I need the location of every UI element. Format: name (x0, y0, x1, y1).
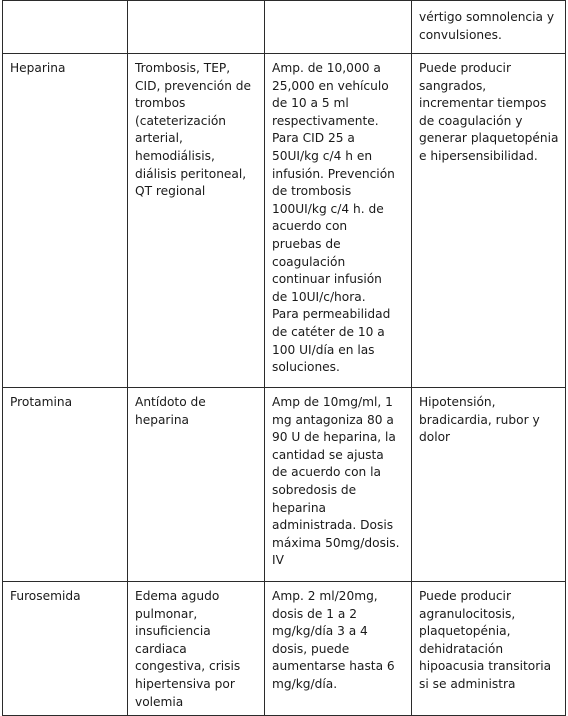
indication-cell: Antídoto de heparina (128, 388, 265, 582)
dose-cell: Amp. de 10,000 a 25,000 en vehículo de 10 a 5 ml respectivamente. Para CID 25 a 50UI/kg c/4 h en infusión. Prevención de trombosis 100UI/kg c/4 h. de acuerdo con pruebas de coagulación continuar infusión de 10UI/c/hora. Para permeabilidad de catéter de 10 a 100 UI/día en las soluciones. (265, 54, 412, 388)
dose-cell (265, 1, 412, 54)
drug-name-cell: Heparina (3, 54, 128, 388)
dose-cell: Amp. 2 ml/20mg, dosis de 1 a 2 mg/kg/día 3 a 4 dosis, puede aumentarse hasta 6 mg/kg/día. (265, 582, 412, 716)
drug-name-cell (3, 1, 128, 54)
effects-cell: vértigo somnolencia y convulsiones. (412, 1, 566, 54)
effects-cell: Hipotensión, bradicardia, rubor y dolor (412, 388, 566, 582)
table-row (3, 388, 566, 582)
drug-name-cell: Protamina (3, 388, 128, 582)
drug-table (2, 0, 566, 716)
effects-cell: Puede producir agranulocitosis, plaquetopénia, dehidratación hipoacusia transitoria si se administra (412, 582, 566, 716)
drug-name-cell: Furosemida (3, 582, 128, 716)
table-row (3, 1, 566, 54)
indication-cell: Edema agudo pulmonar, insuficiencia cardiaca congestiva, crisis hipertensiva por volemia (128, 582, 265, 716)
indication-cell (128, 1, 265, 54)
table-row (3, 582, 566, 716)
effects-cell: Puede producir sangrados, incrementar tiempos de coagulación y generar plaquetopénia e hipersensibilidad. (412, 54, 566, 388)
indication-cell: Trombosis, TEP, CID, prevención de trombos (cateterización arterial, hemodiálisis, diálisis peritoneal, QT regional (128, 54, 265, 388)
dose-cell: Amp de 10mg/ml, 1 mg antagoniza 80 a 90 U de heparina, la cantidad se ajusta de acuerdo con la sobredosis de heparina administrada. Dosis máxima 50mg/dosis. IV (265, 388, 412, 582)
table-row (3, 54, 566, 388)
